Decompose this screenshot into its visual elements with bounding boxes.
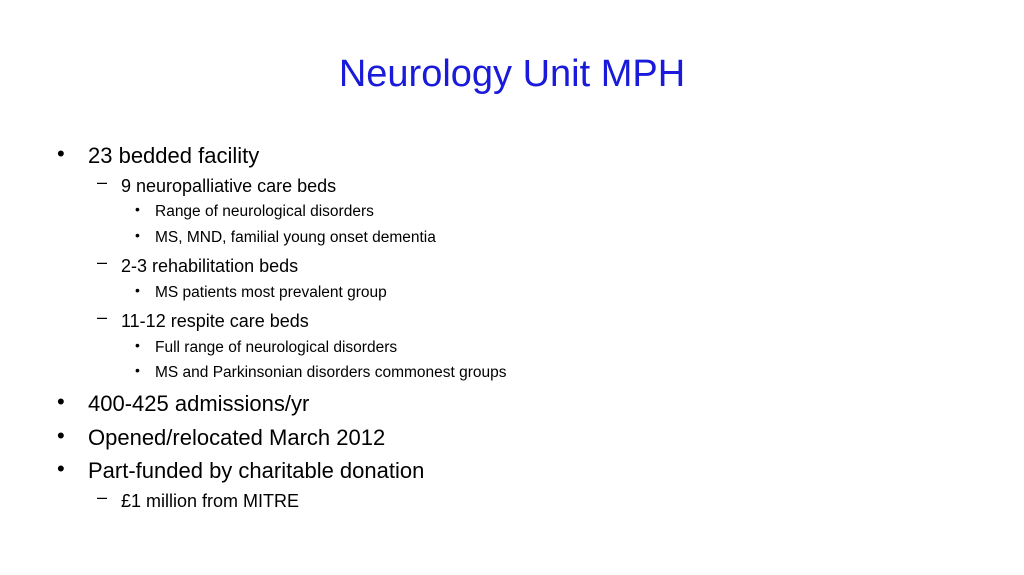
slide-title: Neurology Unit MPH [338,53,686,95]
sub-bullet-item [97,252,299,277]
bullet-item [57,141,260,169]
bullet-marker: • [57,456,65,481]
sub-sub-bullet-item [135,337,398,358]
bullet-marker: • [135,201,140,217]
sub-sub-bullet-text: MS and Parkinsonian disorders commonest groups [155,364,507,381]
sub-sub-bullet-item [135,227,436,248]
bullet-text: 400-425 admissions/yr [88,391,310,416]
bullet-marker: • [135,362,140,378]
sub-bullet-text: 2-3 rehabilitation beds [121,256,299,276]
dash-marker: – [97,487,108,507]
bullet-item [57,389,310,417]
bullet-marker: • [135,337,140,353]
sub-bullet-text: 11-12 respite care beds [121,311,309,331]
bullet-text: 23 bedded facility [88,143,260,168]
sub-bullet-item [97,172,337,197]
bullet-marker: • [135,227,140,243]
dash-marker: – [97,172,108,192]
sub-sub-bullet-item [135,282,387,303]
sub-sub-bullet-text: MS, MND, familial young onset dementia [155,229,436,246]
dash-marker: – [97,252,108,272]
sub-sub-bullet-item [135,362,507,383]
bullet-marker: • [135,282,140,298]
sub-sub-bullet-item [135,201,374,222]
sub-bullet-item [97,307,309,332]
sub-sub-bullet-text: MS patients most prevalent group [155,284,387,301]
sub-bullet-text: 9 neuropalliative care beds [121,176,337,196]
sub-bullet-text: £1 million from MITRE [121,491,300,511]
bullet-text: Opened/relocated March 2012 [88,425,386,450]
bullet-marker: • [57,141,65,166]
sub-sub-bullet-text: Range of neurological disorders [155,203,374,220]
bullet-text: Part-funded by charitable donation [88,458,425,483]
bullet-item [57,423,386,451]
bullet-item [57,456,425,484]
sub-sub-bullet-text: Full range of neurological disorders [155,339,398,356]
dash-marker: – [97,307,108,327]
bullet-marker: • [57,423,65,448]
bullet-marker: • [57,389,65,414]
sub-bullet-item [97,487,300,512]
